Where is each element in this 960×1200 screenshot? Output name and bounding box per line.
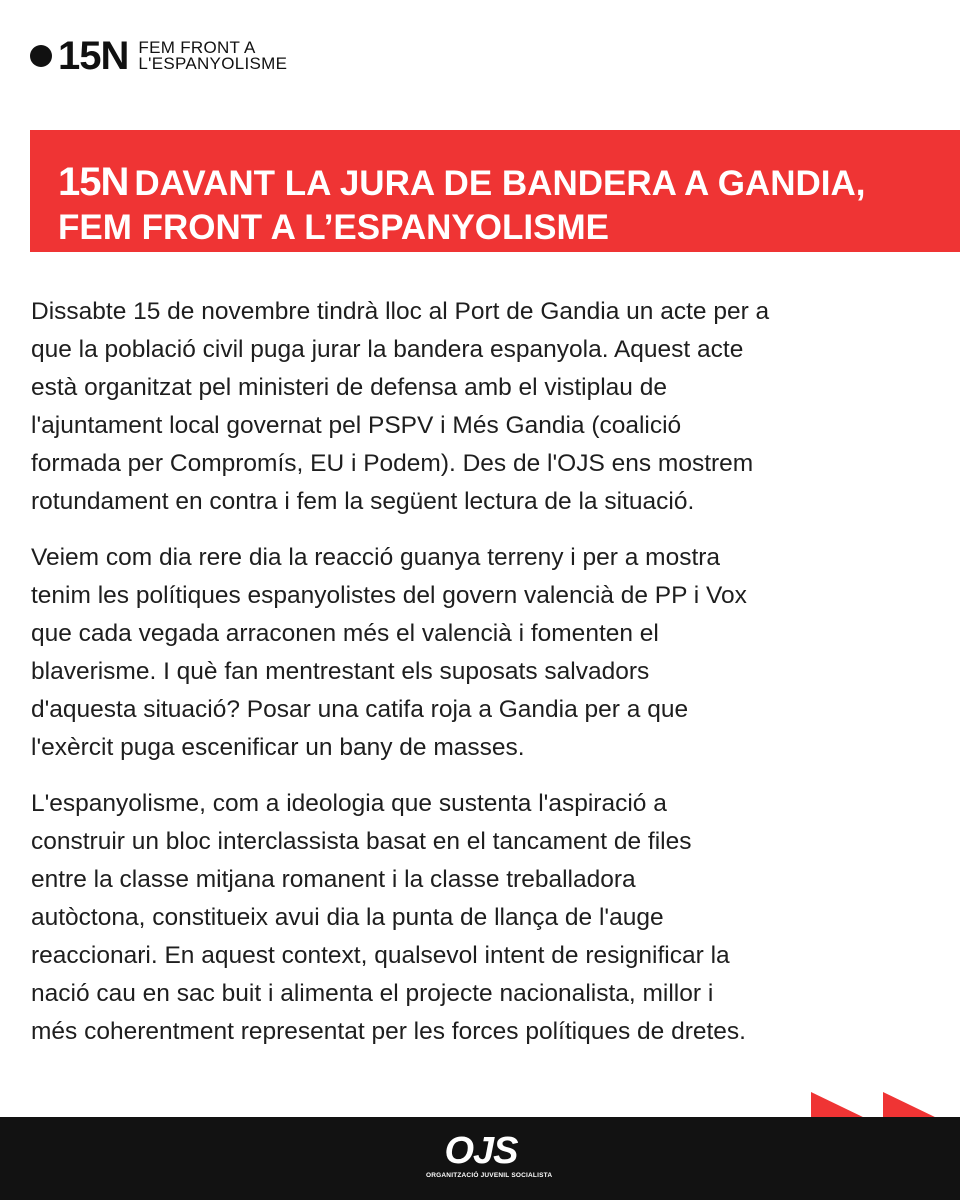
brand-header: [30, 34, 288, 78]
paragraph-line: que cada vegada arraconen més el valencià i fomenten el: [31, 620, 659, 647]
brand-tagline: [138, 40, 287, 72]
paragraph-line: d'aquesta situació? Posar una catifa roja a Gandia per a que: [31, 696, 689, 723]
paragraph-line: està organitzat pel ministeri de defensa amb el vistiplau de: [31, 374, 667, 401]
paragraph-line: construir un bloc interclassista basat en el tancament de files: [31, 828, 692, 855]
ojs-logo: [426, 1130, 553, 1189]
paragraph-line: Veiem com dia rere dia la reacció guanya terreny i per a mostra: [31, 544, 721, 571]
paragraph-line: reaccionari. En aquest context, qualsevol intent de resignificar la: [31, 942, 730, 969]
logo-mark: [426, 1131, 536, 1171]
bullet-dot-icon: [30, 45, 52, 67]
paragraph-line: L'espanyolisme, com a ideologia que sustenta l'aspiració a: [31, 790, 667, 817]
paragraph-2: [31, 539, 931, 767]
banner-line-2: FEM FRONT A L’ESPANYOLISME: [58, 208, 609, 247]
banner-line-1: [58, 160, 960, 206]
paragraph-line: formada per Compromís, EU i Podem). Des de l'OJS ens mostrem: [31, 450, 754, 477]
paragraph-line: entre la classe mitjana romanent i la classe treballadora: [31, 866, 636, 893]
brand-date: 15N: [58, 34, 129, 78]
paragraph-3: [31, 785, 931, 1051]
banner-title-part1: DAVANT LA JURA DE BANDERA A GANDIA,: [134, 164, 866, 203]
footer-bar: [0, 1117, 960, 1200]
title-banner: [30, 130, 960, 252]
paragraph-line: Dissabte 15 de novembre tindrà lloc al Port de Gandia un acte per a: [31, 298, 770, 325]
brand-tagline-line2: L'ESPANYOLISME: [138, 54, 288, 73]
paragraph-line: rotundament en contra i fem la següent lectura de la situació.: [31, 488, 695, 515]
paragraph-line: l'exèrcit puga escenificar un bany de masses.: [31, 734, 525, 761]
banner-date: 15N: [58, 160, 129, 204]
paragraph-line: que la població civil puga jurar la bandera espanyola. Aquest acte: [31, 336, 744, 363]
paragraph-line: autòctona, constitueix avui dia la punta de llança de l'auge: [31, 904, 664, 931]
paragraph-line: l'ajuntament local governat pel PSPV i Més Gandia (coalició: [31, 412, 682, 439]
logo-subtitle: ORGANITZACIÓ JUVENIL SOCIALISTA: [426, 1172, 553, 1179]
paragraph-line: tenim les polítiques espanyolistes del govern valencià de PP i Vox: [31, 582, 747, 609]
paragraph-1: [31, 293, 931, 521]
paragraph-line: més coherentment representat per les forces polítiques de dretes.: [31, 1018, 746, 1045]
article-body: [31, 293, 931, 1069]
brand-tagline-line1: FEM FRONT A: [138, 38, 256, 57]
paragraph-line: nació cau en sac buit i alimenta el projecte nacionalista, millor i: [31, 980, 714, 1007]
paragraph-line: blaverisme. I què fan mentrestant els suposats salvadors: [31, 658, 650, 685]
logo-text: OJS: [444, 1130, 518, 1172]
